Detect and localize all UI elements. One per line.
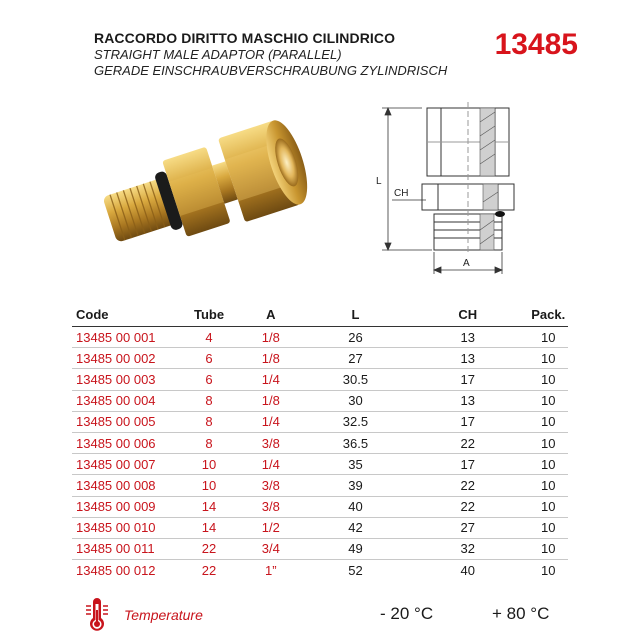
table-row [72,348,568,369]
product-code: 13485 [494,28,578,61]
title-german: GERADE EINSCHRAUBVERSCHRAUBUNG ZYLINDRISCH [94,63,448,78]
spec-table [72,302,568,580]
cell-pack: 10 [528,369,568,390]
cell-ch: 22 [407,475,528,496]
drawing-label-ch: CH [394,188,409,199]
table-row [72,475,568,496]
cell-ch: 22 [407,496,528,517]
cell-a: 1/8 [238,390,304,411]
cell-l: 52 [348,562,363,578]
cell-code: 13485 00 009 [72,496,180,517]
table-row [72,369,568,390]
col-code: Code [72,302,180,327]
cell-ch: 32 [407,538,528,559]
cell-pack: 10 [528,390,568,411]
table-row [72,432,568,453]
cell-pack: 10 [528,432,568,453]
title-block [94,30,447,79]
cell-pack: 10 [528,538,568,559]
cell-l: 39 [304,475,407,496]
cell-a: 1/4 [238,454,304,475]
col-ch: CH [407,302,528,327]
cell-l: 32.5 [304,411,407,432]
cell-ch: 17 [407,411,528,432]
col-tube: Tube [180,302,238,327]
cell-pack: 10 [528,348,568,369]
cell-ch: 22 [407,432,528,453]
cell-code: 13485 00 007 [72,454,180,475]
cell-a: 3/8 [238,432,304,453]
drawing-label-a: A [463,258,470,269]
col-pack: Pack. [528,302,568,327]
table-row [72,496,568,517]
cell-code: 13485 00 004 [72,390,180,411]
cell-pack: 10 [528,411,568,432]
technical-drawing [360,102,530,280]
cell-l: 27 [304,348,407,369]
cell-tube: 22 [201,562,217,578]
cell-l: 35 [304,454,407,475]
cell-l: 42 [304,517,407,538]
table-row [72,390,568,411]
cell-tube: 10 [180,454,238,475]
thread-section [96,116,315,262]
table-row [72,327,568,348]
temperature-label: Temperature [124,607,203,623]
cell-tube: 14 [180,496,238,517]
cell-tube: 22 [180,538,238,559]
table-row [72,454,568,475]
col-a: A [238,302,304,327]
cell-a: 3/4 [238,538,304,559]
cell-tube: 10 [180,475,238,496]
title-english: STRAIGHT MALE ADAPTOR (PARALLEL) [94,47,342,62]
table-row [72,411,568,432]
thermometer-icon [82,598,112,632]
table-row [72,560,568,581]
cell-pack: 10 [528,475,568,496]
cell-code: 13485 00 011 [72,538,180,559]
cell-l: 26 [304,327,407,348]
cell-code: 13485 00 001 [72,327,180,348]
cell-l: 36.5 [304,432,407,453]
cell-code: 13485 00 006 [72,432,180,453]
title-italian: RACCORDO DIRITTO MASCHIO CILINDRICO [94,30,396,46]
col-l: L [304,302,407,327]
cell-tube: 8 [180,432,238,453]
cell-l: 30 [304,390,407,411]
cell-code: 13485 00 008 [72,475,180,496]
cell-a: 1/4 [238,411,304,432]
cell-pack: 10 [528,327,568,348]
cell-pack: 10 [528,454,568,475]
cell-tube: 8 [180,390,238,411]
cell-ch: 13 [407,348,528,369]
cell-ch: 17 [407,454,528,475]
cell-ch: 13 [407,327,528,348]
table-header-row [72,302,568,327]
cell-pack: 10 [540,562,556,578]
cell-code: 13485 00 005 [72,411,180,432]
cell-ch: 13 [407,390,528,411]
cell-a: 1/8 [238,348,304,369]
cell-pack: 10 [528,517,568,538]
cell-code: 13485 00 010 [72,517,180,538]
cell-l: 30.5 [304,369,407,390]
cell-tube: 6 [180,348,238,369]
cell-code: 13485 00 012 [76,562,156,578]
cell-tube: 14 [180,517,238,538]
table-row [72,517,568,538]
drawing-label-l: L [376,176,382,187]
cell-tube: 6 [180,369,238,390]
temperature-min: - 20 °C [380,604,434,623]
cell-a: 1/8 [238,327,304,348]
cell-ch: 40 [460,562,476,578]
cell-ch: 17 [407,369,528,390]
cell-a: 3/8 [238,475,304,496]
cell-tube: 8 [180,411,238,432]
cell-a: 1” [265,562,277,578]
temperature-row [82,598,572,632]
cell-code: 13485 00 002 [72,348,180,369]
cell-ch: 27 [407,517,528,538]
cell-tube: 4 [180,327,238,348]
cell-l: 40 [304,496,407,517]
cell-a: 3/8 [238,496,304,517]
cell-l: 49 [304,538,407,559]
cell-a: 1/4 [238,369,304,390]
cell-code: 13485 00 003 [72,369,180,390]
cell-pack: 10 [528,496,568,517]
temperature-max: + 80 °C [492,604,550,623]
product-photo [95,92,325,262]
table-row [72,538,568,559]
cell-a: 1/2 [238,517,304,538]
